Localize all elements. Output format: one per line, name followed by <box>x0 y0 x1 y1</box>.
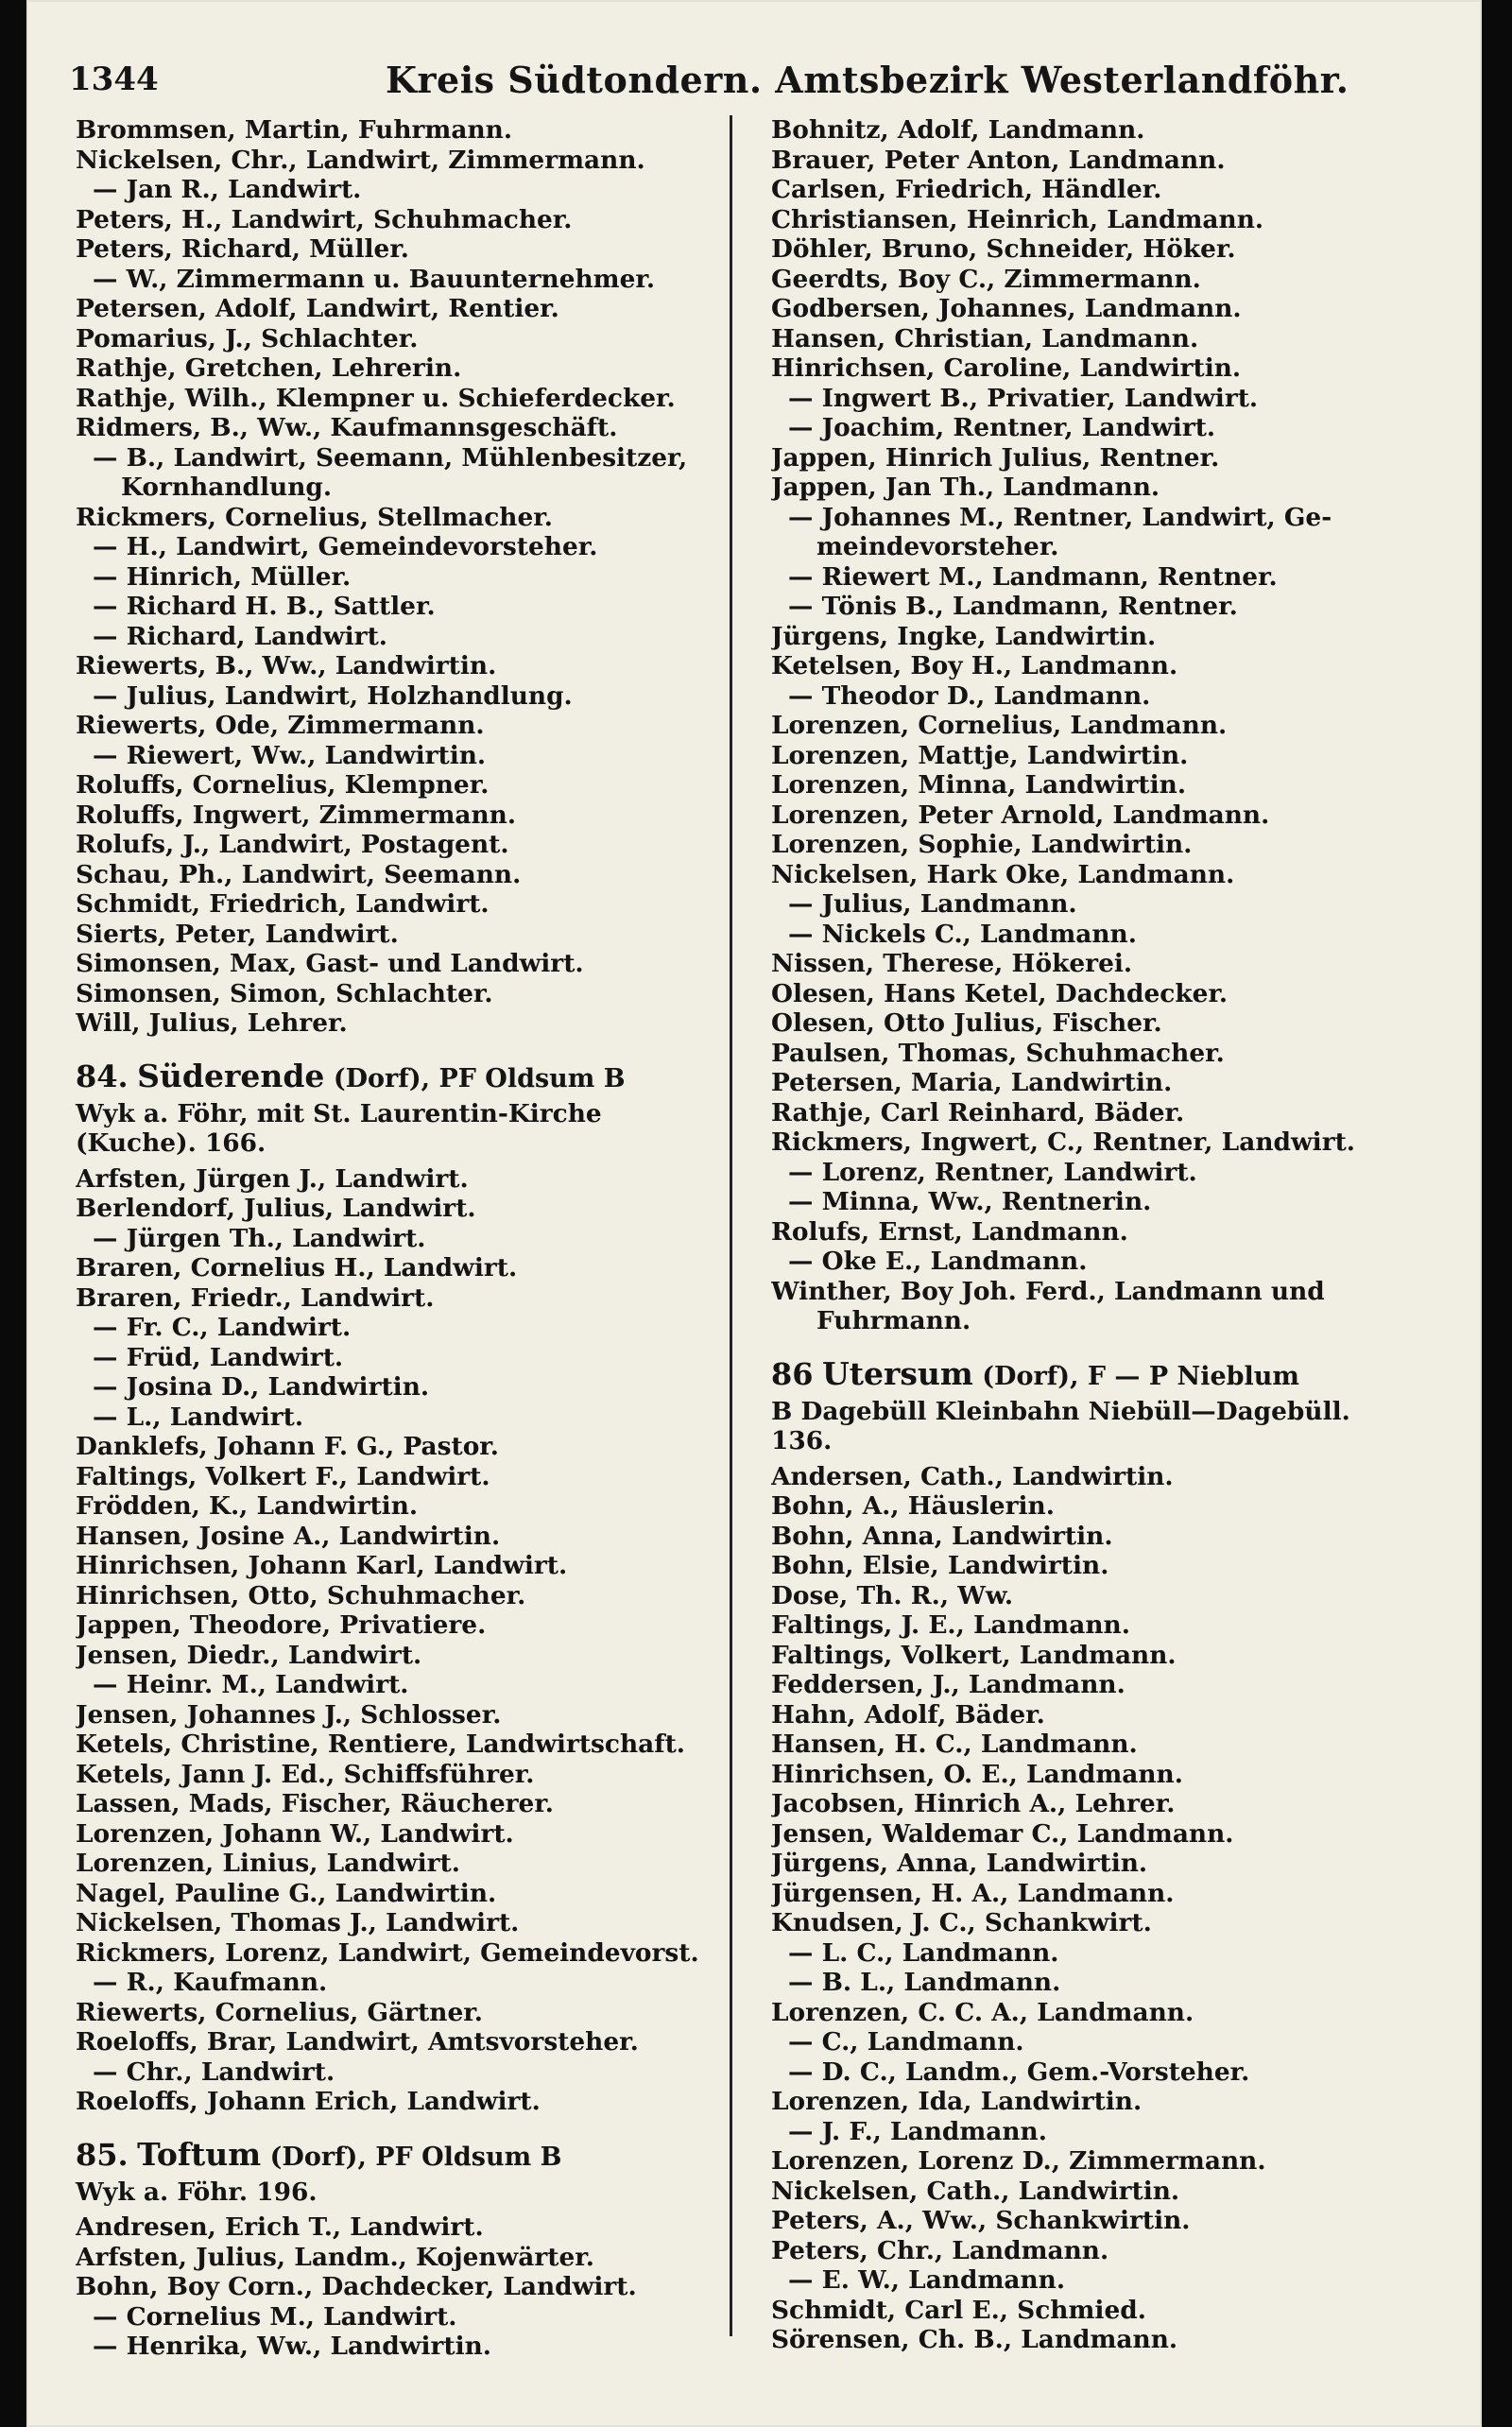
directory-entry: Lorenzen, Mattje, Landwirtin. <box>771 740 1189 770</box>
directory-entry: — Fr. C., Landwirt. <box>93 1313 352 1342</box>
section-number: 84. <box>76 1058 129 1094</box>
directory-entry: Knudsen, J. C., Schankwirt. <box>771 1908 1152 1937</box>
directory-entry: — J. F., Landmann. <box>788 2116 1047 2146</box>
directory-entry: Lorenzen, Ida, Landwirtin. <box>771 2087 1143 2116</box>
directory-entry: Lorenzen, Sophie, Landwirtin. <box>771 830 1193 859</box>
section-details-continued: Wyk a. Föhr. 196. <box>76 2177 318 2207</box>
directory-entry: Hinrichsen, Caroline, Landwirtin. <box>771 353 1242 383</box>
directory-entry: Riewerts, Ode, Zimmermann. <box>76 711 485 740</box>
directory-entry: Hansen, Josine A., Landwirtin. <box>76 1521 501 1551</box>
directory-entry: — Richard H. B., Sattler. <box>93 592 436 621</box>
directory-entry: Roluffs, Cornelius, Klempner. <box>76 770 490 800</box>
directory-entry: — Ingwert B., Privatier, Landwirt. <box>788 383 1259 413</box>
entry-continuation: Fuhrmann. <box>816 1306 971 1335</box>
directory-entry: Winther, Boy Joh. Ferd., Landmann und <box>771 1276 1325 1306</box>
section-number: 86 <box>771 1355 814 1392</box>
directory-entry: Faltings, Volkert, Landmann. <box>771 1640 1177 1670</box>
directory-entry: Schau, Ph., Landwirt, Seemann. <box>76 859 522 889</box>
section-heading <box>76 2135 745 2173</box>
directory-entry: Bohnitz, Adolf, Landmann. <box>771 115 1145 145</box>
directory-entry: Olesen, Hans Ketel, Dachdecker. <box>771 978 1228 1008</box>
directory-entry: — L., Landwirt. <box>93 1402 304 1432</box>
directory-entry: Faltings, J. E., Landmann. <box>771 1610 1130 1640</box>
directory-entry: Hinrichsen, O. E., Landmann. <box>771 1759 1183 1789</box>
directory-entry: Nickelsen, Hark Oke, Landmann. <box>771 859 1235 889</box>
directory-entry: Bohn, A., Häuslerin. <box>771 1491 1055 1521</box>
directory-entry: — Oke E., Landmann. <box>788 1247 1088 1276</box>
directory-entry: Roluffs, Ingwert, Zimmermann. <box>76 800 517 830</box>
directory-entry: — Früd, Landwirt. <box>93 1342 344 1372</box>
column-divider <box>730 115 732 2336</box>
directory-entry: Sörensen, Ch. B., Landmann. <box>771 2325 1178 2354</box>
section-place-name: Toftum <box>137 2135 262 2173</box>
directory-entry: Paulsen, Thomas, Schuhmacher. <box>771 1038 1225 1068</box>
directory-entry: Riewerts, Cornelius, Gärtner. <box>76 1997 483 2027</box>
directory-entry: Lorenzen, Johann W., Landwirt. <box>76 1818 514 1849</box>
directory-entry: — C., Landmann. <box>788 2027 1024 2057</box>
directory-entry: Faltings, Volkert F., Landwirt. <box>76 1461 490 1491</box>
directory-entry: — Jan R., Landwirt. <box>93 175 362 204</box>
directory-entry: Lassen, Mads, Fischer, Räucherer. <box>76 1789 554 1818</box>
directory-entry: — Henrika, Ww., Landwirtin. <box>93 2332 491 2361</box>
directory-entry: — B., Landwirt, Seemann, Mühlenbesitzer, <box>93 442 688 473</box>
directory-entry: Rickmers, Ingwert, C., Rentner, Landwirt. <box>771 1127 1355 1157</box>
directory-entry: — Cornelius M., Landwirt. <box>93 2301 457 2332</box>
section-details-continued: (Kuche). 166. <box>76 1128 266 1158</box>
directory-entry: Lorenzen, C. C. A., Landmann. <box>771 1997 1194 2027</box>
directory-entry: — Tönis B., Landmann, Rentner. <box>788 592 1238 621</box>
directory-entry: Jürgens, Anna, Landwirtin. <box>771 1849 1148 1878</box>
directory-entry: Ketels, Christine, Rentiere, Landwirtschaft. <box>76 1730 685 1759</box>
page-header <box>69 45 1416 102</box>
directory-entry: Jappen, Jan Th., Landmann. <box>771 473 1160 502</box>
section-details: (Dorf), PF Oldsum B <box>333 1063 626 1093</box>
directory-entry: — R., Kaufmann. <box>93 1968 328 1997</box>
directory-entry: Roeloffs, Brar, Landwirt, Amtsvorsteher. <box>76 2027 639 2057</box>
directory-entry: Olesen, Otto Julius, Fischer. <box>771 1008 1162 1038</box>
directory-entry: Rathje, Wilh., Klempner u. Schieferdecker. <box>76 383 676 413</box>
section-number: 85. <box>76 2136 129 2173</box>
directory-entry: Sierts, Peter, Landwirt. <box>76 919 399 949</box>
directory-entry: Andersen, Cath., Landwirtin. <box>771 1461 1174 1491</box>
directory-entry: Simonsen, Simon, Schlachter. <box>76 978 493 1008</box>
directory-entry: Geerdts, Boy C., Zimmermann. <box>771 264 1201 294</box>
section-details: (Dorf), PF Oldsum B <box>269 2142 562 2172</box>
directory-entry: Ketels, Jann J. Ed., Schiffsführer. <box>76 1759 535 1789</box>
directory-entry: Jürgensen, H. A., Landmann. <box>771 1878 1175 1908</box>
directory-entry: Berlendorf, Julius, Landwirt. <box>76 1194 476 1223</box>
section-details: (Dorf), F — P Nieblum <box>982 1361 1299 1391</box>
directory-entry: — Richard, Landwirt. <box>93 621 387 651</box>
directory-entry: Ketelsen, Boy H., Landmann. <box>771 651 1178 680</box>
directory-page <box>26 0 1482 2427</box>
directory-entry: Hinrichsen, Otto, Schuhmacher. <box>76 1580 526 1610</box>
directory-entry: — Jürgen Th., Landwirt. <box>93 1223 426 1253</box>
directory-entry: — H., Landwirt, Gemeindevorsteher. <box>93 532 598 561</box>
directory-entry: Jensen, Diedr., Landwirt. <box>76 1640 422 1670</box>
directory-entry: — D. C., Landm., Gem.-Vorsteher. <box>788 2057 1250 2087</box>
directory-entry: Jensen, Waldemar C., Landmann. <box>771 1818 1234 1849</box>
directory-entry: Feddersen, J., Landmann. <box>771 1670 1125 1699</box>
directory-entry: Braren, Friedr., Landwirt. <box>76 1282 435 1313</box>
directory-entry: Simonsen, Max, Gast- und Landwirt. <box>76 949 584 978</box>
entry-continuation: meindevorsteher. <box>816 532 1059 561</box>
section-heading <box>771 1354 1440 1392</box>
directory-entry: Döhler, Bruno, Schneider, Höker. <box>771 234 1236 264</box>
directory-entry: Nickelsen, Thomas J., Landwirt. <box>76 1908 520 1937</box>
directory-entry: Arfsten, Jürgen J., Landwirt. <box>76 1163 469 1194</box>
directory-entry: Hahn, Adolf, Bäder. <box>771 1699 1045 1730</box>
directory-entry: Bohn, Anna, Landwirtin. <box>771 1521 1113 1551</box>
directory-entry: Riewerts, B., Ww., Landwirtin. <box>76 651 497 680</box>
directory-entry: Rickmers, Lorenz, Landwirt, Gemeindevorst. <box>76 1937 699 1968</box>
entry-continuation: Kornhandlung. <box>121 473 333 502</box>
directory-entry: — Riewert, Ww., Landwirtin. <box>93 740 487 770</box>
directory-entry: Lorenzen, Cornelius, Landmann. <box>771 711 1228 740</box>
directory-entry: — Julius, Landwirt, Holzhandlung. <box>93 680 573 711</box>
directory-entry: Peters, H., Landwirt, Schuhmacher. <box>76 204 573 234</box>
directory-entry: Rathje, Carl Reinhard, Bäder. <box>771 1097 1185 1127</box>
directory-entry: — Hinrich, Müller. <box>93 561 352 592</box>
directory-entry: Danklefs, Johann F. G., Pastor. <box>76 1432 499 1461</box>
directory-entry: Lorenzen, Lorenz D., Zimmermann. <box>771 2146 1266 2176</box>
directory-entry: Lorenzen, Peter Arnold, Landmann. <box>771 800 1270 830</box>
directory-entry: Frödden, K., Landwirtin. <box>76 1491 419 1521</box>
section-details-continued: 136. <box>771 1426 833 1455</box>
directory-entry: Dose, Th. R., Ww. <box>771 1580 1014 1610</box>
directory-entry: Pomarius, J., Schlachter. <box>76 323 419 353</box>
page-number: 1344 <box>69 60 159 98</box>
running-title: Kreis Südtondern. Amtsbezirk Westerlandföhr. <box>386 59 1349 101</box>
directory-entry: Hansen, Christian, Landmann. <box>771 323 1199 353</box>
directory-entry: — Julius, Landmann. <box>788 889 1077 919</box>
directory-entry: — E. W., Landmann. <box>788 2265 1066 2295</box>
directory-entry: — Chr., Landwirt. <box>93 2057 335 2087</box>
directory-entry: Peters, A., Ww., Schankwirtin. <box>771 2206 1191 2235</box>
directory-entry: Rolufs, J., Landwirt, Postagent. <box>76 830 509 859</box>
directory-entry: — Minna, Ww., Rentnerin. <box>788 1187 1152 1216</box>
directory-entry: Nickelsen, Cath., Landwirtin. <box>771 2176 1180 2206</box>
directory-entry: Nagel, Pauline G., Landwirtin. <box>76 1878 497 1908</box>
directory-entry: — B. L., Landmann. <box>788 1968 1061 1997</box>
directory-entry: Hansen, H. C., Landmann. <box>771 1730 1138 1759</box>
directory-entry: Bohn, Elsie, Landwirtin. <box>771 1551 1109 1580</box>
directory-entry: — Joachim, Rentner, Landwirt. <box>788 413 1216 442</box>
directory-entry: Lorenzen, Minna, Landwirtin. <box>771 770 1187 800</box>
directory-entry: Jürgens, Ingke, Landwirtin. <box>771 621 1157 651</box>
section-place-name: Utersum <box>821 1354 973 1392</box>
directory-entry: — Johannes M., Rentner, Landwirt, Ge- <box>788 502 1332 532</box>
directory-entry: Petersen, Adolf, Landwirt, Rentier. <box>76 294 559 323</box>
directory-entry: — Nickels C., Landmann. <box>788 919 1137 949</box>
directory-entry: Ridmers, B., Ww., Kaufmannsgeschäft. <box>76 413 618 442</box>
directory-entry: Jensen, Johannes J., Schlosser. <box>76 1699 502 1730</box>
section-place-name: Süderende <box>137 1057 325 1094</box>
directory-entry: Andresen, Erich T., Landwirt. <box>76 2212 484 2242</box>
directory-entry: Brauer, Peter Anton, Landmann. <box>771 145 1226 175</box>
directory-entry: Rickmers, Cornelius, Stellmacher. <box>76 502 553 532</box>
directory-entry: — Lorenz, Rentner, Landwirt. <box>788 1157 1197 1187</box>
directory-entry: Brommsen, Martin, Fuhrmann. <box>76 115 513 145</box>
right-column <box>771 115 1440 2355</box>
directory-entry: — Josina D., Landwirtin. <box>93 1372 430 1402</box>
directory-entry: — Riewert M., Landmann, Rentner. <box>788 561 1278 592</box>
directory-entry: Rolufs, Ernst, Landmann. <box>771 1216 1128 1247</box>
directory-entry: Jappen, Theodore, Privatiere. <box>76 1610 487 1640</box>
directory-entry: Rathje, Gretchen, Lehrerin. <box>76 353 462 383</box>
directory-entry: Christiansen, Heinrich, Landmann. <box>771 204 1264 234</box>
directory-entry: Peters, Richard, Müller. <box>76 234 409 264</box>
section-details-continued: B Dagebüll Kleinbahn Niebüll—Dagebüll. <box>771 1396 1350 1426</box>
directory-entry: Peters, Chr., Landmann. <box>771 2235 1109 2265</box>
directory-entry: Hinrichsen, Johann Karl, Landwirt. <box>76 1551 568 1580</box>
section-heading <box>76 1057 745 1094</box>
directory-entry: — L. C., Landmann. <box>788 1937 1059 1968</box>
directory-entry: — W., Zimmermann u. Bauunternehmer. <box>93 264 656 294</box>
directory-entry: Nickelsen, Chr., Landwirt, Zimmermann. <box>76 145 645 175</box>
directory-entry: — Theodor D., Landmann. <box>788 680 1151 711</box>
directory-entry: Carlsen, Friedrich, Händler. <box>771 175 1162 204</box>
directory-entry: — Heinr. M., Landwirt. <box>93 1670 409 1699</box>
directory-entry: Nissen, Therese, Hökerei. <box>771 949 1133 978</box>
directory-entry: Schmidt, Carl E., Schmied. <box>771 2295 1146 2325</box>
directory-entry: Jappen, Hinrich Julius, Rentner. <box>771 442 1220 473</box>
directory-entry: Roeloffs, Johann Erich, Landwirt. <box>76 2087 541 2116</box>
directory-entry: Petersen, Maria, Landwirtin. <box>771 1068 1173 1097</box>
left-column <box>76 115 745 2362</box>
directory-entry: Schmidt, Friedrich, Landwirt. <box>76 889 490 919</box>
directory-entry: Arfsten, Julius, Landm., Kojenwärter. <box>76 2242 594 2272</box>
section-details-continued: Wyk a. Föhr, mit St. Laurentin-Kirche <box>76 1098 602 1128</box>
directory-entry: Braren, Cornelius H., Landwirt. <box>76 1253 518 1282</box>
directory-entry: Will, Julius, Lehrer. <box>76 1008 348 1038</box>
directory-entry: Godbersen, Johannes, Landmann. <box>771 294 1242 323</box>
directory-entry: Bohn, Boy Corn., Dachdecker, Landwirt. <box>76 2272 637 2301</box>
directory-entry: Jacobsen, Hinrich A., Lehrer. <box>771 1789 1176 1818</box>
directory-entry: Lorenzen, Linius, Landwirt. <box>76 1849 460 1878</box>
